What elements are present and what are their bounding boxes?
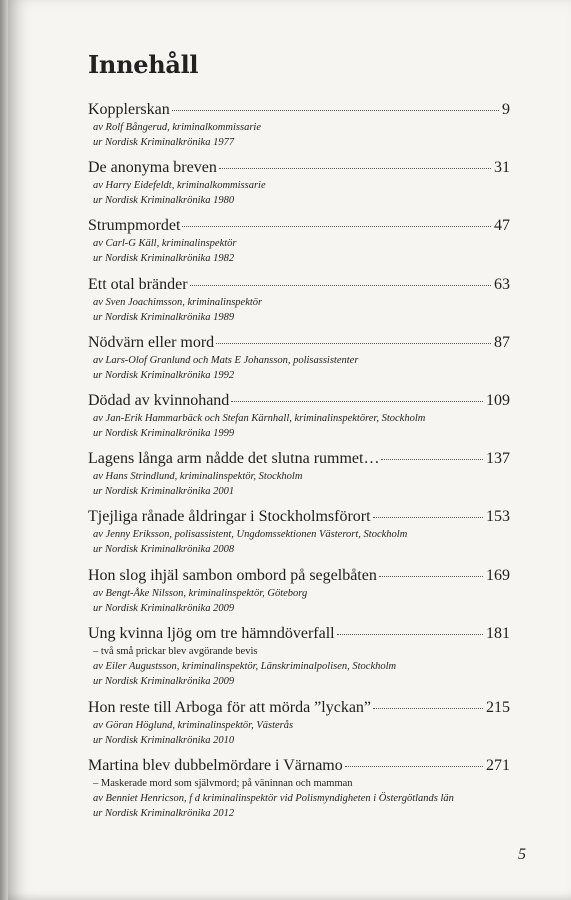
toc-entry <box>88 624 510 699</box>
dot-leader <box>381 459 483 460</box>
toc-entry <box>88 391 510 449</box>
toc-byline: av Jan-Erik Hammarbäck och Stefan Kärnhall, kriminalinspektörer, Stockholm <box>93 412 426 424</box>
toc-page-number: 181 <box>486 624 510 642</box>
toc-page-number: 169 <box>486 566 510 584</box>
book-spine-shadow <box>0 0 8 900</box>
page-heading: Innehåll <box>88 50 199 79</box>
toc-byline: av Lars-Olof Granlund och Mats E Johansson, polisassistenter <box>93 354 359 366</box>
toc-byline: av Bengt-Åke Nilsson, kriminalinspektör, Göteborg <box>93 587 308 599</box>
toc-entry <box>88 756 510 831</box>
dot-leader <box>373 517 483 518</box>
toc-title: Hon reste till Arboga för att mörda ”lyckan” <box>88 699 372 717</box>
toc-title-line <box>88 698 510 718</box>
toc-title: Dödad av kvinnohand <box>88 391 230 409</box>
toc-page-number: 109 <box>486 391 510 409</box>
toc-title-line <box>88 100 510 120</box>
toc-title-line <box>88 507 510 527</box>
page-number-folio: 5 <box>518 846 526 863</box>
toc-source: ur Nordisk Kriminalkrönika 1977 <box>93 137 235 148</box>
toc-title-line <box>88 275 510 295</box>
toc-title-line <box>88 391 510 411</box>
dot-leader <box>373 708 483 709</box>
toc-title-line <box>88 216 510 236</box>
toc-source: ur Nordisk Kriminalkrönika 2012 <box>93 808 235 820</box>
toc-entry <box>88 216 510 274</box>
toc-title: Ung kvinna ljög om tre hämndöverfall <box>88 624 335 642</box>
toc-entry <box>88 158 510 216</box>
dot-leader <box>231 401 483 402</box>
toc-page-number: 215 <box>486 699 510 717</box>
toc-title-line <box>88 624 510 644</box>
toc-source: ur Nordisk Kriminalkrönika 2001 <box>93 486 235 498</box>
table-of-contents <box>88 100 510 831</box>
toc-source: ur Nordisk Kriminalkrönika 2010 <box>93 735 235 747</box>
toc-title-line <box>88 333 510 353</box>
toc-entry <box>88 566 510 624</box>
toc-source: ur Nordisk Kriminalkrönika 1992 <box>93 369 235 381</box>
toc-title: Nödvärn eller mord <box>88 333 215 351</box>
toc-page-number: 271 <box>486 757 510 775</box>
dot-leader <box>190 285 491 286</box>
dot-leader <box>172 110 499 111</box>
toc-page-number: 31 <box>494 159 510 177</box>
toc-title-line <box>88 566 510 586</box>
toc-source: ur Nordisk Kriminalkrönika 1999 <box>93 427 235 439</box>
toc-page-number: 137 <box>486 450 510 468</box>
dot-leader <box>182 226 491 227</box>
dot-leader <box>216 343 491 344</box>
toc-source: ur Nordisk Kriminalkrönika 1982 <box>93 253 235 265</box>
toc-entry <box>88 698 510 756</box>
toc-page-number: 9 <box>502 101 510 118</box>
toc-byline: av Hans Strindlund, kriminalinspektör, Stockholm <box>93 471 303 483</box>
toc-page-number: 63 <box>494 275 510 293</box>
toc-page-number: 153 <box>486 508 510 526</box>
toc-page-number: 87 <box>494 333 510 351</box>
toc-title-line <box>88 449 510 469</box>
toc-page-number: 47 <box>494 217 510 235</box>
toc-entry <box>88 100 510 158</box>
toc-byline: av Rolf Bångerud, kriminalkommissarie <box>93 122 261 133</box>
toc-byline: av Jenny Eriksson, polisassistent, Ungdomssektionen Västerort, Stockholm <box>93 529 408 541</box>
toc-title: Martina blev dubbelmördare i Värnamo <box>88 757 343 775</box>
toc-title: Strumpmordet <box>88 217 181 235</box>
toc-subtitle: – Maskerade mord som självmord; på väninnan och mamman <box>93 778 353 790</box>
toc-title: Hon slog ihjäl sambon ombord på segelbåten <box>88 566 377 584</box>
toc-entry <box>88 333 510 391</box>
dot-leader <box>379 576 483 577</box>
toc-source: ur Nordisk Kriminalkrönika 2008 <box>93 544 235 556</box>
toc-title: Ett otal bränder <box>88 275 188 293</box>
toc-byline: av Sven Joachimsson, kriminalinspektör <box>93 296 263 308</box>
toc-byline: av Harry Eidefeldt, kriminalkommissarie <box>93 180 266 192</box>
toc-byline: av Benniet Henricson, f d kriminalinspektör vid Polismyndigheten i Östergötlands län <box>93 793 454 805</box>
toc-entry <box>88 449 510 507</box>
toc-source: ur Nordisk Kriminalkrönika 2009 <box>93 602 235 614</box>
toc-title: Tjejliga rånade åldringar i Stockholmsförort <box>88 508 371 526</box>
toc-source: ur Nordisk Kriminalkrönika 2009 <box>93 675 235 687</box>
toc-byline: av Carl-G Käll, kriminalinspektör <box>93 238 237 250</box>
toc-entry <box>88 275 510 333</box>
book-page <box>8 0 571 900</box>
toc-byline: av Eiler Augustsson, kriminalinspektör, Länskriminalpolisen, Stockholm <box>93 660 397 672</box>
toc-source: ur Nordisk Kriminalkrönika 1980 <box>93 195 235 207</box>
dot-leader <box>337 634 483 635</box>
toc-entry <box>88 507 510 565</box>
toc-subtitle: – två små prickar blev avgörande bevis <box>93 645 258 657</box>
toc-title: Lagens långa arm nådde det slutna rummet… <box>88 450 380 468</box>
dot-leader <box>345 766 483 767</box>
toc-title: De anonyma breven <box>88 159 217 177</box>
toc-title: Kopplerskan <box>88 101 170 118</box>
toc-title-line <box>88 158 510 178</box>
dot-leader <box>219 168 491 169</box>
toc-title-line <box>88 756 510 776</box>
toc-source: ur Nordisk Kriminalkrönika 1989 <box>93 311 235 323</box>
toc-byline: av Göran Höglund, kriminalinspektör, Västerås <box>93 720 294 732</box>
